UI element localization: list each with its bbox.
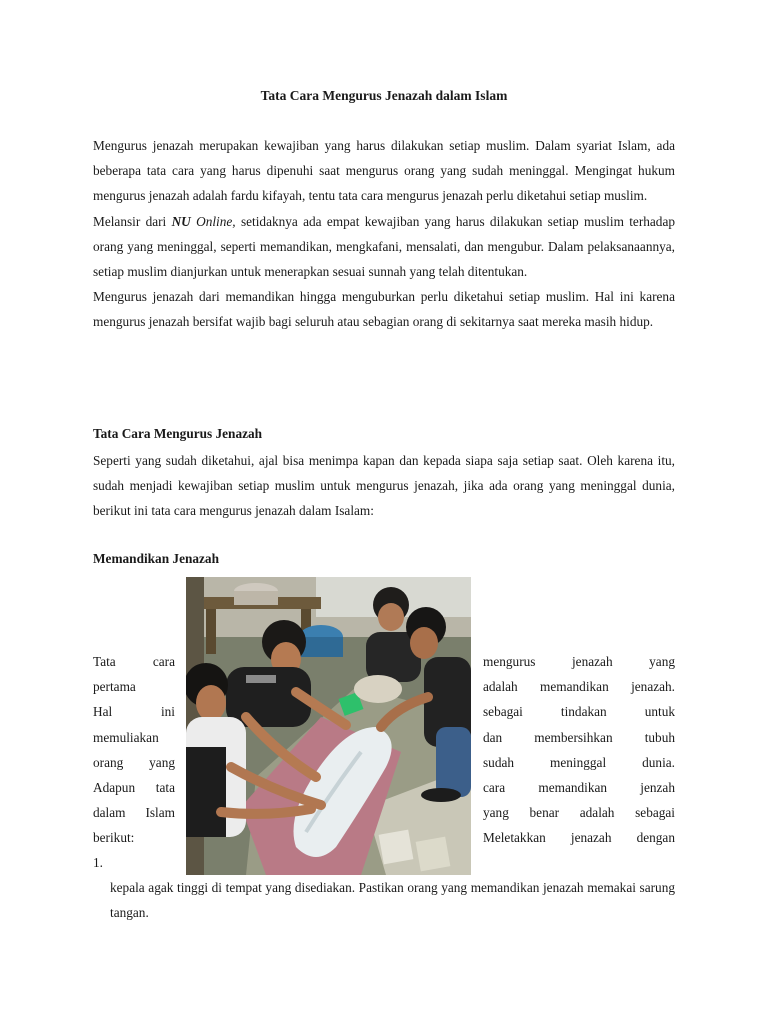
left-line: orang yang [93, 754, 175, 770]
left-line: dalam Islam [93, 805, 175, 821]
right-line: adalah memandikan jenazah. [483, 679, 675, 695]
left-line: pertama [93, 679, 136, 695]
step-1-number: 1. [93, 855, 103, 870]
right-line: dan membersihkan tubuh [483, 729, 675, 745]
wrapped-text-left [93, 649, 175, 851]
section-heading-bathing: Memandikan Jenazah [93, 551, 219, 566]
wrapped-text-right [483, 649, 675, 851]
source-name-rest: Online, [190, 213, 236, 229]
left-line: Tata cara [93, 654, 175, 669]
paragraph-procedure: Seperti yang sudah diketahui, ajal bisa menimpa kapan dan kepada siapa saja setiap saat. Oleh karena itu, sudah menjadi kewajiban setiap muslim untuk mengurus jenazah, jika ada orang yang meninggal dunia, berikut ini tata cara mengurus jenazah dalam Isalam: [93, 453, 675, 519]
source-name-bold: NU [171, 213, 191, 229]
source-prefix: Melansir dari [93, 213, 172, 229]
paragraph-source [93, 209, 675, 285]
photo-washing-body [186, 577, 471, 875]
right-line: cara memandikan jenzah [483, 780, 675, 796]
left-line: Hal ini [93, 704, 175, 720]
left-line: berikut: [93, 830, 135, 846]
right-line: sebagai tindakan untuk [483, 704, 675, 720]
paragraph-obligation: Mengurus jenazah dari memandikan hingga menguburkan perlu diketahui setiap muslim. Hal ini karena mengurus jenazah bersifat wajib bagi seluruh atau sebagian orang di sekitarnya saat mereka masih hidup. [93, 289, 675, 330]
section-heading-procedure: Tata Cara Mengurus Jenazah [93, 426, 263, 441]
right-line: Meletakkan jenazah dengan [483, 830, 675, 846]
right-line: yang benar adalah sebagai [483, 805, 675, 821]
paragraph-intro: Mengurus jenazah merupakan kewajiban yang harus dilakukan setiap muslim. Dalam syariat Islam, ada beberapa tata cara yang harus dipenuhi saat mengurus orang yang sudah meninggal. Mengingat hukum mengurus jenazah adalah fardu kifayah, tentu tata cara mengurus jenazah perlu diketahui setiap muslim. [93, 138, 675, 204]
intro-section [93, 133, 675, 335]
left-line: memuliakan [93, 729, 159, 745]
source-body: setidaknya ada empat kewajiban yang harus dilakukan setiap muslim terhadap orang yang meninggal, seperti memandikan, mengkafani, mensalati, dan mengubur. Dalam pelaksanaannya, setiap muslim dianjurkan untuk menerapkan sesuai sunnah yang telah ditentukan. [93, 213, 676, 280]
source-name [172, 214, 236, 229]
right-line: mengurus jenazah yang [483, 654, 675, 669]
step-1-text: kepala agak tinggi di tempat yang disediakan. Pastikan orang yang memandikan jenazah memakai sarung tangan. [110, 880, 675, 921]
left-line: Adapun tata [93, 780, 175, 796]
right-line: sudah meninggal dunia. [483, 754, 675, 770]
document-title: Tata Cara Mengurus Jenazah dalam Islam [260, 88, 508, 103]
